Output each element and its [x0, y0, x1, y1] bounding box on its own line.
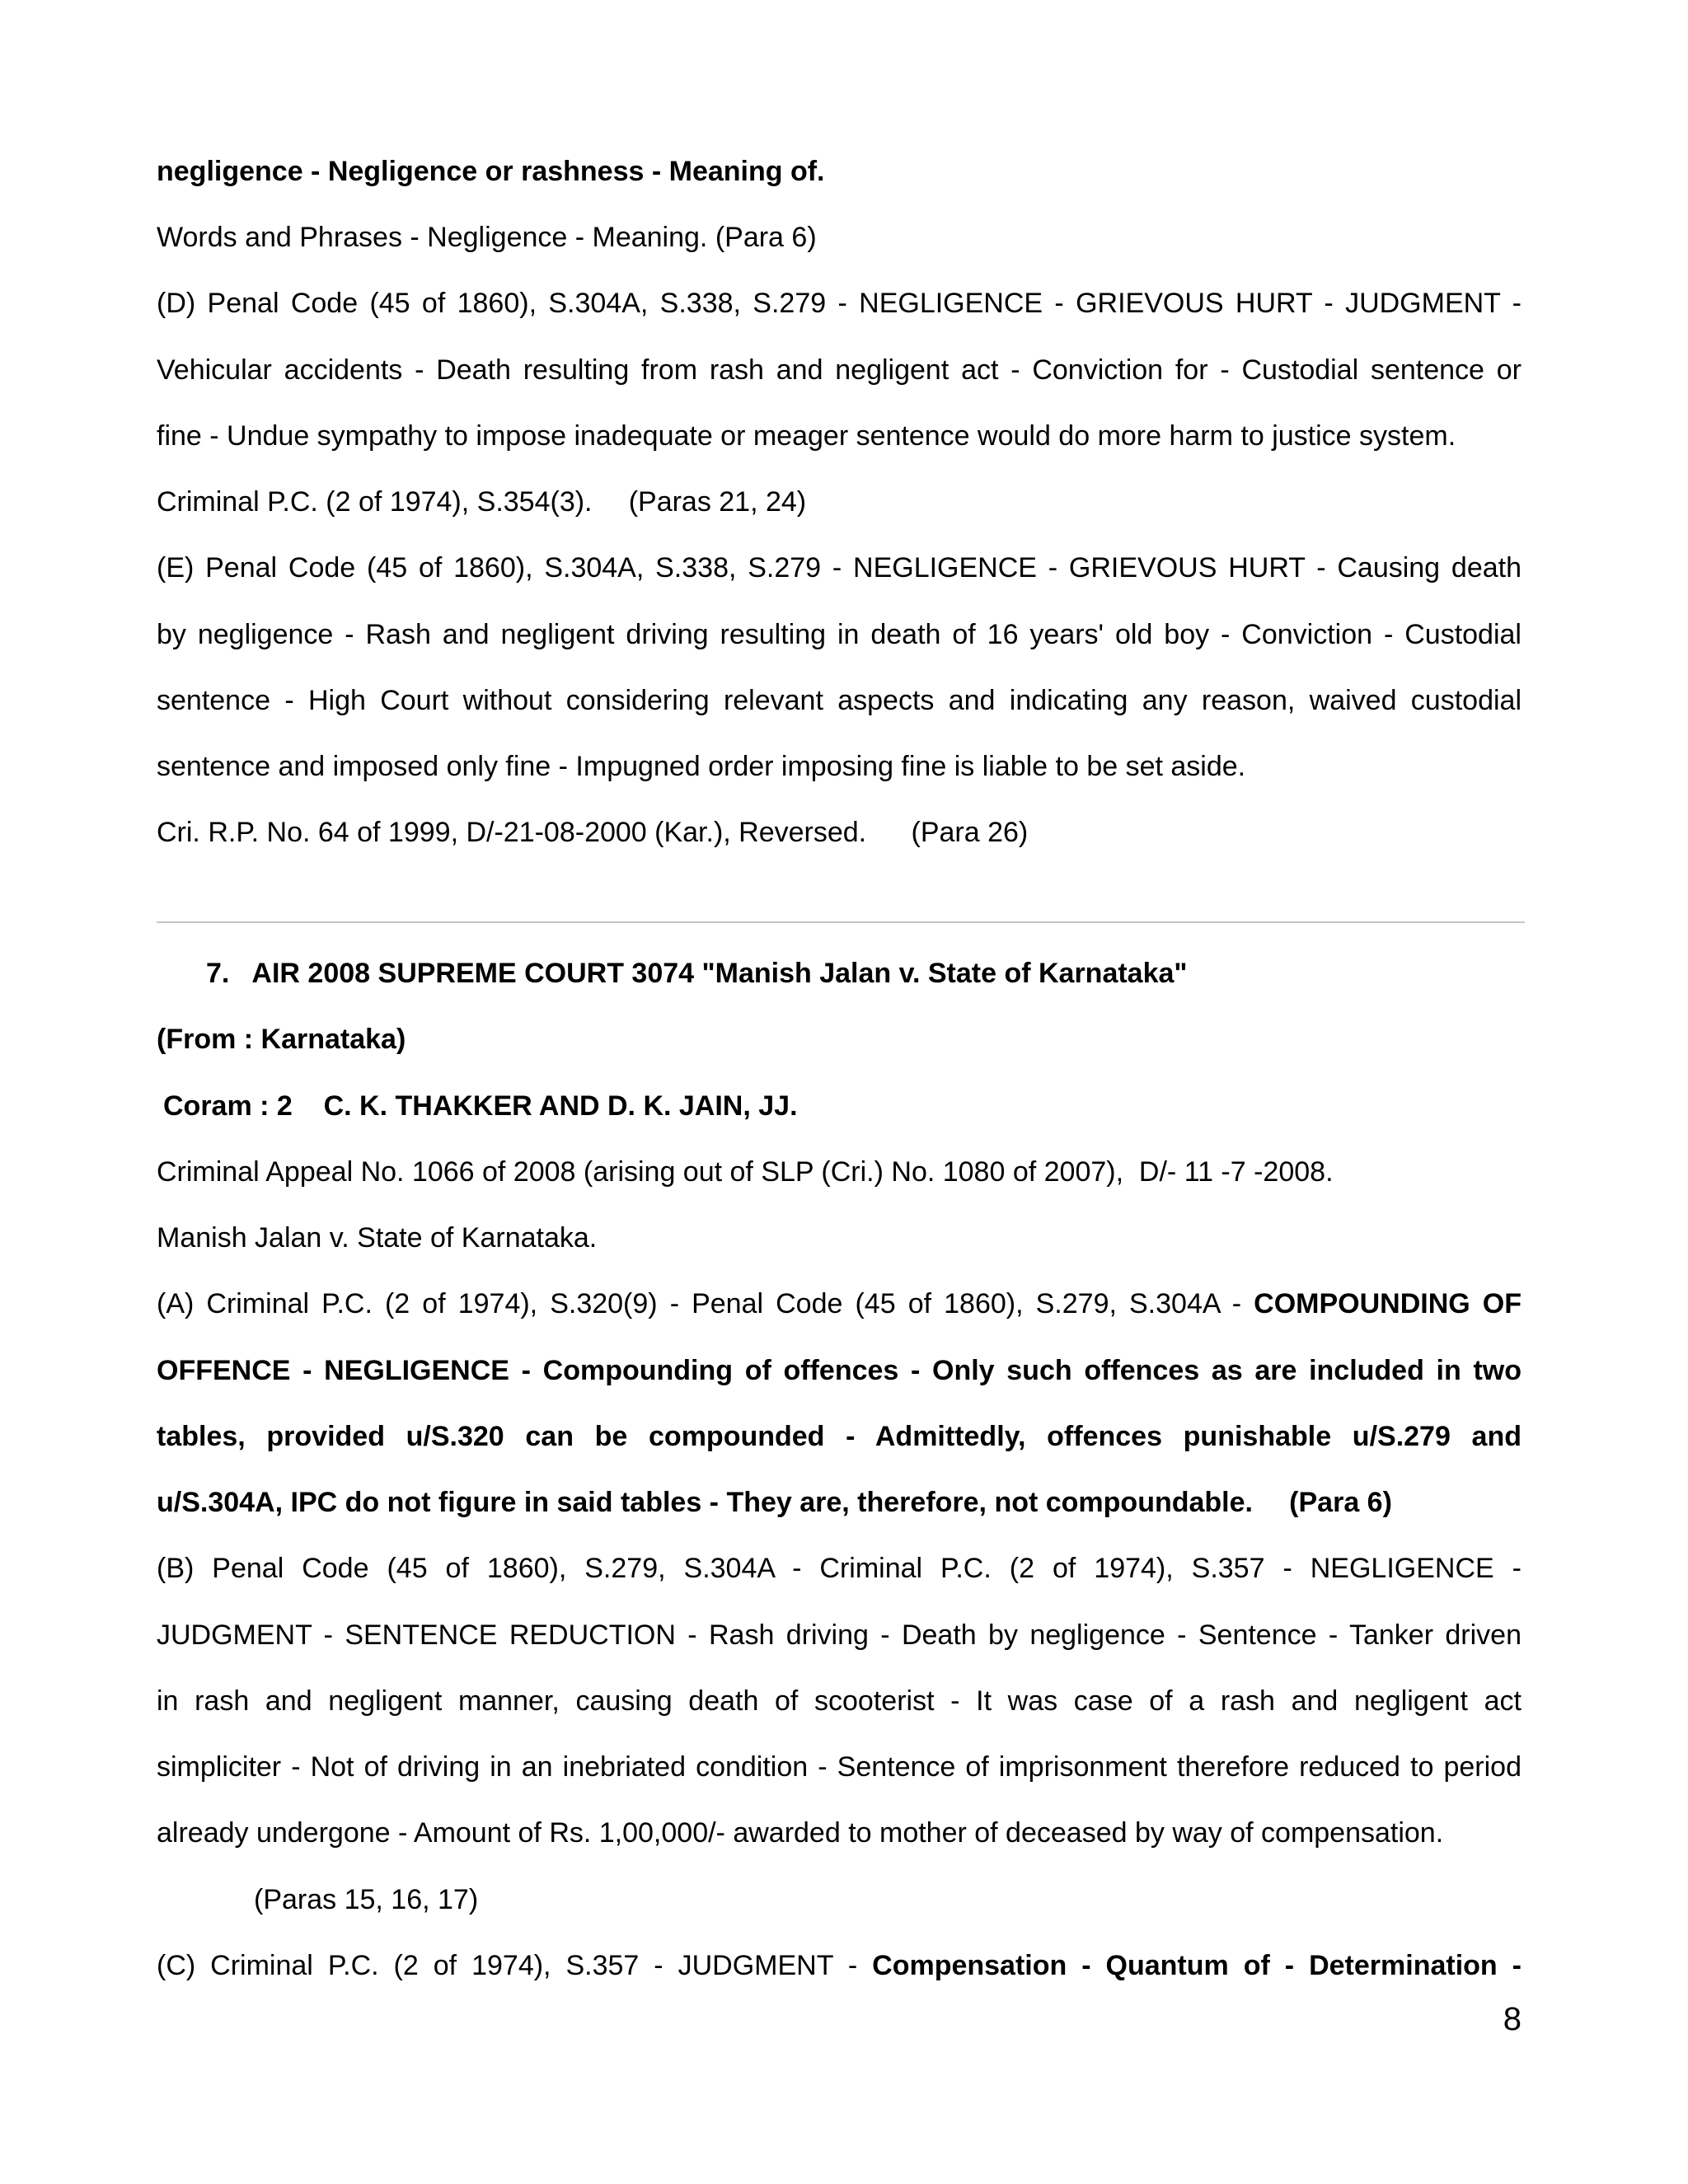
text-segment: (A) Criminal P.C. (2 of 1974), S.320(9) - Penal Code (45 of 1860), S.279, S.304A - [157, 1288, 1254, 1319]
text-line: already undergone - Amount of Rs. 1,00,000/- awarded to mother of deceased by way of compensation. [157, 1817, 1444, 1849]
para-reference: (Para 6) [1289, 1487, 1392, 1518]
text-line: sentence - High Court without considering relevant aspects and indicating any reason, waived custodial [157, 685, 1522, 716]
text-line: in rash and negligent manner, causing death of scooterist - It was case of a rash and negligent act [157, 1685, 1522, 1717]
text-line: simpliciter - Not of driving in an inebriated condition - Sentence of imprisonment therefore reduced to period [157, 1751, 1522, 1783]
text-line [157, 484, 1522, 520]
text-line: OFFENCE - NEGLIGENCE - Compounding of offences - Only such offences as are included in two [157, 1355, 1522, 1386]
case-parties: Manish Jalan v. State of Karnataka. [157, 1222, 598, 1254]
text-line: (B) Penal Code (45 of 1860), S.279, S.304A - Criminal P.C. (2 of 1974), S.357 - NEGLIGENCE - [157, 1553, 1522, 1584]
text-line: sentence and imposed only fine - Impugned order imposing fine is liable to be set aside. [157, 751, 1246, 782]
section-divider [157, 921, 1525, 923]
text-line [157, 1484, 1522, 1521]
text-segment-bold: COMPOUNDING OF [1254, 1288, 1522, 1319]
text-line: negligence - Negligence or rashness - Meaning of. [157, 156, 825, 187]
text-line: Vehicular accidents - Death resulting from rash and negligent act - Conviction for - Custodial sentence or [157, 354, 1522, 386]
text-line [157, 814, 1522, 851]
text-line: (E) Penal Code (45 of 1860), S.304A, S.338, S.279 - NEGLIGENCE - GRIEVOUS HURT - Causing death [157, 552, 1522, 583]
text-line: (D) Penal Code (45 of 1860), S.304A, S.338, S.279 - NEGLIGENCE - GRIEVOUS HURT - JUDGMENT - [157, 288, 1522, 319]
text-line [157, 1286, 1522, 1322]
page-number: 8 [1503, 2001, 1522, 2037]
citation-text: u/S.304A, IPC do not figure in said tables - They are, therefore, not compoundable. [157, 1487, 1253, 1518]
case-heading: 7. AIR 2008 SUPREME COURT 3074 "Manish Jalan v. State of Karnataka" [206, 958, 1188, 989]
case-coram: Coram : 2 C. K. THAKKER AND D. K. JAIN, JJ. [163, 1090, 798, 1122]
document-page [157, 0, 1522, 2184]
text-line: tables, provided u/S.320 can be compounded - Admittedly, offences punishable u/S.279 and [157, 1421, 1522, 1452]
text-line: JUDGMENT - SENTENCE REDUCTION - Rash driving - Death by negligence - Sentence - Tanker driven [157, 1619, 1522, 1651]
text-line: Words and Phrases - Negligence - Meaning. (Para 6) [157, 222, 817, 253]
text-line [157, 1947, 1522, 1984]
text-line: by negligence - Rash and negligent driving resulting in death of 16 years' old boy - Conviction - Custodial [157, 619, 1522, 650]
para-reference: (Para 26) [911, 817, 1029, 848]
citation-text: Cri. R.P. No. 64 of 1999, D/-21-08-2000 (Kar.), Reversed. [157, 817, 867, 848]
case-appeal-number: Criminal Appeal No. 1066 of 2008 (arising out of SLP (Cri.) No. 1080 of 2007), D/- 11 -7 -2008. [157, 1156, 1334, 1188]
para-reference: (Paras 21, 24) [628, 486, 807, 518]
citation-text: Criminal P.C. (2 of 1974), S.354(3). [157, 486, 593, 518]
text-line: fine - Undue sympathy to impose inadequate or meager sentence would do more harm to justice system. [157, 420, 1456, 452]
para-reference: (Paras 15, 16, 17) [254, 1884, 479, 1915]
case-origin: (From : Karnataka) [157, 1024, 406, 1055]
text-segment: (C) Criminal P.C. (2 of 1974), S.357 - JUDGMENT - [157, 1950, 873, 1981]
text-segment-bold: Compensation - Quantum of - Determination - [872, 1950, 1522, 1981]
